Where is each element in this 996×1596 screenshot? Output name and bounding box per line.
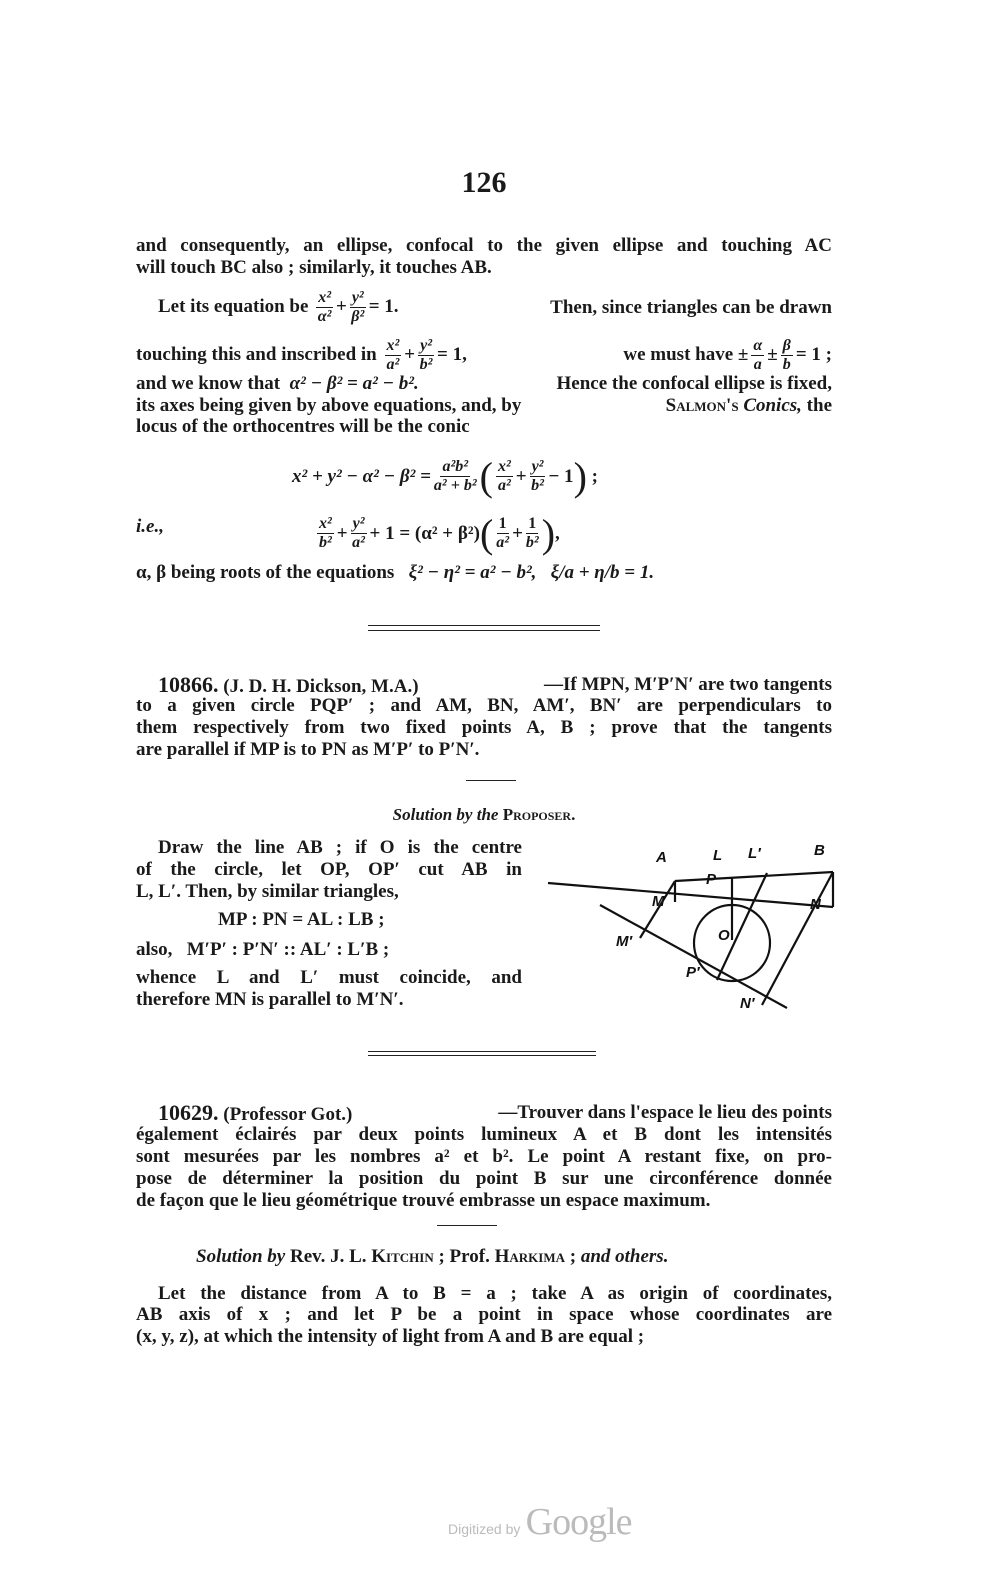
fraction: $\frac{\text{x²}}{\text{α²}}$ (317, 289, 332, 325)
fraction: $\frac{\text{y²}}{\text{b²}}$ (419, 337, 433, 373)
text: Then, since triangles can be drawn (550, 296, 832, 318)
question-heading: 10866. (J. D. H. Dickson, M.A.) —If MPN, M′P′N′ are two tangents (158, 672, 832, 697)
text-line: Draw the line AB ; if O is the centre (158, 837, 522, 858)
text-line: of the circle, let OP, OP′ cut AB in (136, 859, 522, 880)
divider (368, 1055, 596, 1056)
text-line: to a given circle PQP′ ; and AM, BN, AM′, BN′ are perpendiculars to (136, 695, 832, 716)
display-equation: $\frac{\text{x²}}{\text{b²}}$ + $\frac{\text{y²}}{\text{a²}}$ + 1 = (α² + β²) ( $\frac{1}{\text{a²}}$ + $\frac{1}{\text{b²}}$ ) , (319, 510, 560, 556)
label-L-prime: L′ (748, 845, 761, 862)
question-heading: 10629. (Professor Got.) —Trouver dans l'espace le lieu des points (158, 1100, 832, 1125)
text-line: pose de déterminer la position du point B sur une circonférence donnée (136, 1168, 832, 1189)
solution-heading: Solution by the Proposer. (392, 805, 576, 824)
label-O: O (718, 927, 730, 944)
label-B: B (814, 842, 825, 859)
text-line: L, L′. Then, by similar triangles, (136, 881, 399, 902)
divider (437, 1225, 497, 1226)
text-line: will touch BC also ; similarly, it touches AB. (136, 257, 492, 278)
google-watermark: Digitized by Google (448, 1501, 632, 1543)
label-M-prime: M′ (616, 933, 633, 950)
tangent-MN (548, 883, 833, 907)
text-line: its axes being given by above equations, and, by Salmon's Conics, the (136, 395, 832, 416)
page-number: 126 (461, 166, 507, 199)
text-line: are parallel if MP is to PN as M′P′ to P′N′. (136, 739, 480, 760)
text-line: whence L and L′ must coincide, and (136, 967, 522, 988)
label-P-prime: P′ (686, 964, 700, 981)
text-line: them respectively from two fixed points A, B ; prove that the tangents (136, 717, 832, 738)
fraction: $\frac{\text{x²}}{\text{a²}}$ (386, 337, 400, 373)
fraction: $\frac{\text{y²}}{\text{β²}}$ (351, 289, 365, 325)
line-AB (675, 872, 833, 881)
label-L: L (713, 847, 723, 864)
tangent-M2N2 (600, 905, 787, 1008)
text-line: and consequently, an ellipse, confocal to the given ellipse and touching AC (136, 235, 832, 256)
text-line: locus of the orthocentres will be the conic (136, 416, 470, 437)
display-equation: x² + y² − α² − β² = $\frac{\text{a²b²}}{\text{a² + b²}}$ ( $\frac{\text{x²}}{\text{a²}}$ + $\frac{\text{y²}}{\text{b²}}$ − 1 ) ; (292, 453, 598, 499)
text-line: (x, y, z), at which the intensity of light from A and B are equal ; (136, 1326, 645, 1347)
text-line: also, M′P′ : P′N′ :: AL′ : L′B ; (136, 939, 390, 960)
text-line: therefore MN is parallel to M′N′. (136, 989, 404, 1010)
ie-label: i.e., (136, 516, 164, 537)
label-M: M (652, 893, 665, 910)
label-A: A (656, 849, 667, 866)
divider (368, 1051, 596, 1052)
text-line: and we know that α² − β² = a² − b². Hence the confocal ellipse is fixed, (136, 373, 832, 394)
fraction: $\frac{\beta}{b}$ (782, 337, 791, 373)
fraction: $\frac{\alpha}{a}$ (753, 337, 763, 373)
equation-line: touching this and inscribed in $\frac{\text{x²}}{\text{a²}}$ + $\frac{\text{y²}}{\text{b²}}$ = 1, we must have ± $\frac{\alpha}{a}$ ± $\frac{\beta}{b}$ = 1 ; (136, 337, 832, 373)
text-line: MP : PN = AL : LB ; (218, 909, 385, 930)
text-line: α, β being roots of the equations ξ² − η² = a² − b², ξ/a + η/b = 1. (136, 562, 655, 583)
perp-BN2 (762, 872, 833, 1005)
text-line: de façon que le lieu géométrique trouvé embrasse un espace maximum. (136, 1190, 711, 1211)
text-line: également éclairés par deux points lumineux A et B dont les intensités (136, 1124, 832, 1145)
equation-line: Let its equation be $\frac{\text{x²}}{\text{α²}}$ + $\frac{\text{y²}}{\text{β²}}$ = 1. Then, since triangles can be drawn (158, 289, 832, 325)
label-P: P (706, 871, 717, 888)
text-line: sont mesurées par les nombres a² et b². Le point A restant fixe, on pro- (136, 1146, 832, 1167)
text: Let its equation be (158, 295, 309, 317)
label-N-prime: N′ (740, 995, 755, 1012)
text-line: Let the distance from A to B = a ; take A as origin of coordinates, (158, 1283, 832, 1304)
text-line: AB axis of x ; and let P be a point in space whose coordinates are (136, 1304, 832, 1325)
label-N: N (810, 896, 821, 913)
solution-heading: Solution by Rev. J. L. Kitchin ; Prof. Harkima ; and others. (196, 1246, 669, 1267)
